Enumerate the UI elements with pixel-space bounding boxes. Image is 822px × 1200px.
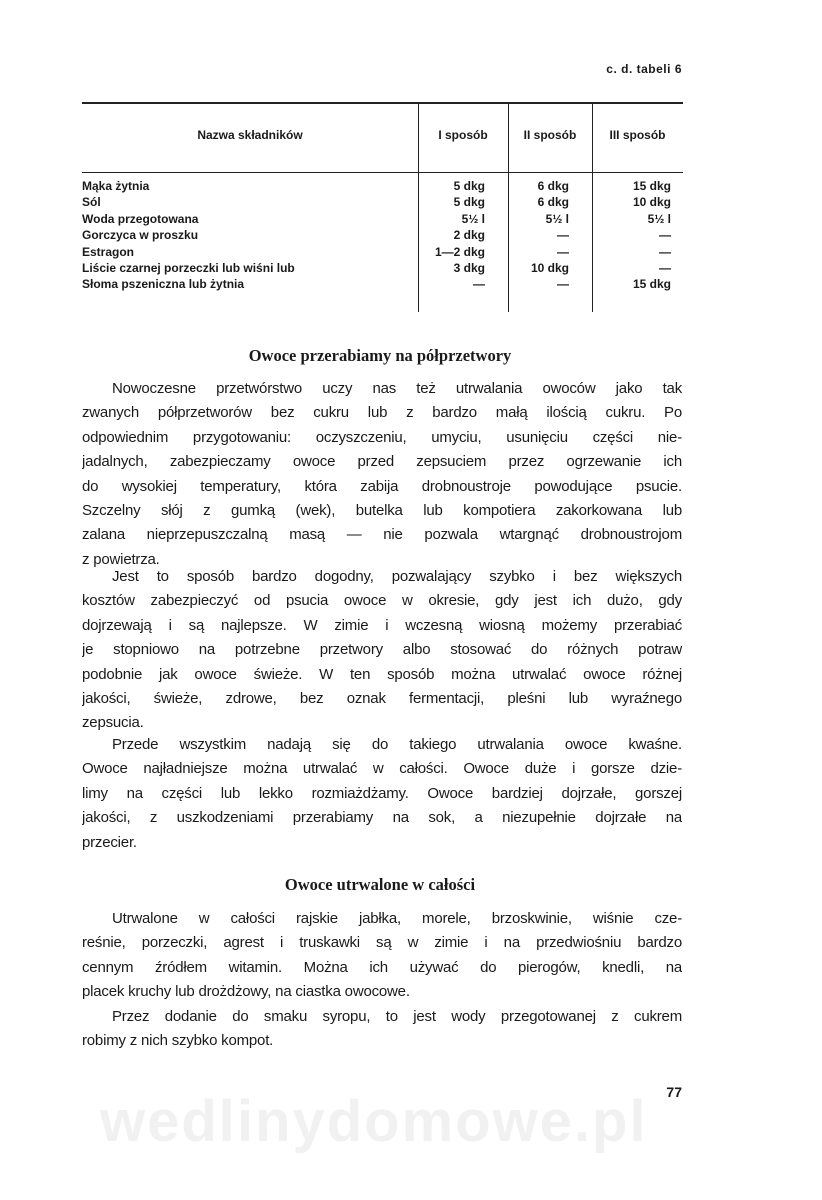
- text-line: reśnie, porzeczki, agrest i truskawki są w zimie i na przedwiośniu bardzo: [82, 934, 682, 952]
- text-line: Owoce najładniejsze można utrwalać w całości. Owoce duże i gorsze dzie-: [82, 760, 682, 778]
- paragraph: [82, 377, 682, 572]
- table-row: [82, 261, 683, 277]
- method-1-amount: 5 dkg: [453, 195, 485, 210]
- table-row: [82, 277, 683, 293]
- table-row: [82, 212, 683, 228]
- page-number: 77: [666, 1084, 682, 1100]
- ingredient-name: Estragon: [82, 244, 135, 259]
- method-2-amount: 5½ l: [545, 211, 569, 226]
- ingredient-name: Sól: [82, 195, 101, 210]
- table-row: [82, 245, 683, 261]
- table-row: [82, 179, 683, 195]
- text-line: Nowoczesne przetwórstwo uczy nas też utrwalania owoców jako tak: [112, 380, 682, 397]
- section-heading: Owoce utrwalone w całości: [284, 875, 476, 894]
- method-3-amount: 10 dkg: [632, 195, 671, 210]
- table-row: [82, 228, 683, 244]
- paragraph: [82, 1005, 682, 1054]
- header-method-2: II sposób: [523, 128, 577, 142]
- paragraph: [82, 733, 682, 855]
- method-2-amount: 6 dkg: [537, 179, 569, 193]
- header-method-1: I sposób: [438, 128, 488, 142]
- text-line: jakości, świeże, zdrowe, bez oznak fermentacji, pleśni lub wyraźnego: [82, 689, 682, 707]
- text-line: przecier.: [82, 833, 137, 851]
- text-line: z powietrza.: [82, 550, 160, 568]
- method-1-amount: 3 dkg: [453, 260, 485, 275]
- text-line: Szczelny słój z gumką (wek), butelka lub kompotiera zakorkowana lub: [82, 501, 682, 519]
- text-line: zwanych półprzetworów bez cukru lub z bardzo małą ilością cukru. Po: [82, 404, 682, 422]
- text-line: Jest to sposób bardzo dogodny, pozwalający szybko i bez większych: [112, 568, 682, 585]
- method-1-amount: 1—2 dkg: [434, 244, 485, 259]
- text-line: Utrwalone w całości rajskie jabłka, morele, brzoskwinie, wiśnie cze-: [112, 910, 682, 927]
- ingredient-name: Gorczyca w proszku: [82, 228, 199, 243]
- method-2-amount: 6 dkg: [537, 195, 569, 210]
- ingredient-name: Woda przegotowana: [82, 211, 199, 226]
- method-3-amount: —: [659, 244, 671, 259]
- text-line: placek kruchy lub drożdżowy, na ciastka owocowe.: [82, 983, 410, 1001]
- paragraph: [82, 565, 682, 736]
- text-line: do wysokiej temperatury, która zabija drobnoustroje powodujące psucie.: [82, 477, 682, 495]
- method-2-amount: —: [557, 277, 569, 292]
- header-ingredient: Nazwa składników: [197, 128, 303, 142]
- ingredient-name: Mąka żytnia: [82, 179, 150, 193]
- method-2-amount: —: [557, 244, 569, 259]
- method-3-amount: —: [659, 228, 671, 243]
- table-row: [82, 195, 683, 211]
- text-line: cennym źródłem witamin. Można ich używać do pierogów, knedli, na: [82, 958, 682, 976]
- text-line: jakości, z uszkodzeniami przerabiamy na sok, a niezupełnie dojrzałe na: [82, 809, 682, 827]
- watermark: wedlinydomowe.pl: [100, 1089, 648, 1154]
- text-line: kosztów zabezpieczyć od psucia owoce w okresie, gdy jest ich dużo, gdy: [82, 592, 682, 610]
- text-line: dojrzewają i są najlepsze. W zimie i wczesną wiosną możemy przerabiać: [82, 616, 682, 634]
- method-1-amount: —: [473, 277, 485, 292]
- text-line: podobnie jak owoce świeże. W ten sposób można utrwalać owoce różnej: [82, 665, 682, 683]
- text-line: Przez dodanie do smaku syropu, to jest wody przegotowanej z cukrem: [112, 1008, 682, 1025]
- text-line: zepsucia.: [82, 714, 144, 732]
- text-line: je stopniowo na potrzebne przetwory albo stosować do różnych potraw: [82, 641, 682, 659]
- method-3-amount: 15 dkg: [632, 179, 671, 193]
- ingredient-name: Liście czarnej porzeczki lub wiśni lub: [82, 260, 295, 275]
- header-method-3: III sposób: [609, 128, 666, 142]
- method-2-amount: 10 dkg: [530, 260, 569, 275]
- table-body: [82, 179, 683, 294]
- method-3-amount: —: [659, 260, 671, 275]
- method-3-amount: 5½ l: [647, 211, 671, 226]
- text-line: odpowiednim przygotowaniu: oczyszczeniu, umyciu, usunięciu części nie-: [82, 428, 682, 446]
- section-heading: Owoce przerabiamy na półprzetwory: [248, 346, 512, 365]
- text-line: jadalnych, zabezpieczamy owoce przed zepsuciem przez ogrzewanie ich: [82, 453, 682, 471]
- method-2-amount: —: [557, 228, 569, 243]
- text-line: Przede wszystkim nadają się do takiego utrwalania owoce kwaśne.: [112, 736, 682, 753]
- paragraph: [82, 907, 682, 1005]
- method-1-amount: 5½ l: [461, 211, 485, 226]
- ingredient-name: Słoma pszeniczna lub żytnia: [82, 277, 245, 292]
- text-line: limy na części lub lekko rozmiażdżamy. Owoce bardziej dojrzałe, gorszej: [82, 784, 682, 802]
- method-1-amount: 2 dkg: [453, 228, 485, 243]
- method-3-amount: 15 dkg: [632, 277, 671, 292]
- method-1-amount: 5 dkg: [453, 179, 485, 193]
- text-line: zalana nieprzepuszczalną masą — nie pozwala wtargnąć drobnoustrojom: [82, 526, 682, 544]
- table-continuation-label: c. d. tabeli 6: [606, 62, 682, 76]
- text-line: robimy z nich szybko kompot.: [82, 1032, 274, 1050]
